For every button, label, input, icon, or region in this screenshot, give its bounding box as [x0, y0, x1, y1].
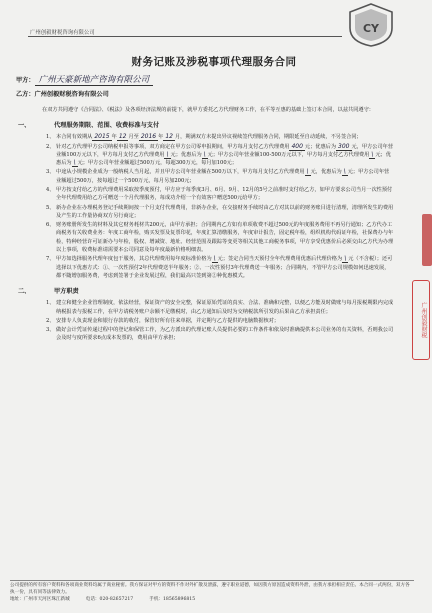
filled-blank: 12: [118, 133, 127, 141]
clause-number: 7、: [46, 256, 55, 263]
party-b: [16, 89, 414, 98]
clause-number: 4、: [46, 186, 55, 193]
clause-text: 元（不含税）；还可选择以下优惠方式：①、一次性预付2年代理费送半年服务；②、一次性预付3年代理费送一年服务；合同期内，不管甲方公司规模如何迅速发展，都不随增加服务费，考虑到签署于企业发展过程，我们最高只签到第②种优惠模式。: [56, 256, 393, 279]
footer-note: 公司提供的所有客户资料和各项商业资料均属于商业秘密。我方保证对甲方的资料不作对外扩散及泄露，遵守职业道德，如因我方原因造成资料外泄，由我方承担相应责任。本合同一式两份，双方各执一份，具有同等法律效力。: [10, 583, 410, 595]
clause-item: [46, 326, 394, 343]
section-heading-1: [18, 120, 414, 129]
filled-blank: 400: [291, 142, 303, 150]
clause-text: 年: [158, 134, 164, 141]
contract-intro: 在双方共同遵守《合同法》、《税法》及各项经济法规的前提下，就甲方委托乙方代理财务工作，在平等互惠的基础上签订本合同，以兹共同遵守：: [42, 107, 374, 113]
party-a: [16, 73, 414, 85]
clause-item: [46, 317, 394, 325]
section-heading-2: [18, 286, 414, 295]
clause-text: 财务账册所发生的材料及其它财务耗材共200元，由甲方承担；合同期内乙方如有单项收费不超过500元的年度服务费用不再另行通知；乙方代办工商税务有关收费业务：年度工商年检，购买发票及复票印花，年度汇算清缴服务，年度审计报告，固定税年检，组织机构代码证年检，社保费办与年检，特种经营许可证新办与年检，股权、增减资、地址、经营范围及跟踪等变更等相关其他工商税务事项，甲方享受优惠价后必须交由乙方代为办理以上事项，收费标准请需要本公司同意及每年度最新价格明细表。: [56, 222, 394, 254]
section-1-items: [46, 133, 394, 280]
section-title: 甲方职责: [54, 288, 79, 296]
party-b-label: 乙方：: [16, 91, 35, 98]
filled-blank: \: [371, 150, 374, 158]
filled-blank: 2015: [94, 133, 110, 141]
footer-phone: 电话：020-82657217: [85, 597, 134, 603]
logo-text: CY: [362, 22, 380, 35]
party-b-value: 广州创毅财税咨询有限公司: [34, 91, 109, 98]
clause-item: [46, 168, 394, 185]
filled-blank: 300: [338, 142, 350, 150]
clause-text: 安排专人负责现金和银行存款的收付，保管好所有往来单据，并定期与乙方提供的电脑数据核对；: [56, 317, 280, 324]
document-header: [14, 0, 414, 48]
party-a-value: 广州天豪新地产咨询有限公司: [35, 75, 154, 86]
clause-text: 针对乙方代理甲方公司纳税申报等事项，双方商定在甲方公司零申报期间，甲方每月支付乙方代理费用: [56, 143, 290, 150]
filled-blank: 2016: [140, 133, 157, 141]
clause-number: 1、: [46, 134, 55, 141]
clause-text: 元；优惠后为: [56, 151, 391, 167]
filled-blank: \: [203, 150, 206, 158]
party-a-label: 甲方：: [16, 77, 35, 84]
clause-text: 元；签定合同当天预付全年代理费用优惠后代理价格为: [217, 256, 343, 263]
clause-item: [46, 299, 394, 316]
clause-number: 2、: [46, 317, 55, 324]
clause-text: 元；优惠后为: [170, 151, 202, 158]
seal-mark-edge: [422, 214, 432, 266]
filled-blank: \: [343, 168, 346, 176]
clause-number: 6、: [46, 222, 55, 229]
section-title: 代理服务期限、范围、收费标准与支付: [54, 122, 160, 130]
clause-text: 做好会计凭证传递过程中的登记和保管工作，为乙方派出的代理记账人员提供必要的工作条件和依及时准确提供本公司业务的有关资料，否则我公司会及时与度所要求6点成本发票的，费用由甲方承担；: [56, 327, 394, 342]
clause-text: 元；优惠后为: [304, 143, 337, 150]
clause-item: [46, 255, 394, 280]
clause-number: 2、: [46, 143, 55, 150]
clause-item: [46, 186, 394, 203]
clause-number: 3、: [46, 327, 55, 334]
clause-text: 建立和健全企业管理制度，依法经营，保证资产的安全完整，保证原始凭证的真实、合法、准确和完整，以便乙方能及时做账与每月报税期限内完成纳税报表与报税工作，在甲方请税务账户余额不足缴税时，由乙方通知后及时为交纳税款所引发的后果由乙方承担责任；: [56, 300, 394, 315]
clause-text: 月，期满双方未提出异议视续签代理服务合同，期限延至自动延续，不另签合同；: [174, 134, 362, 141]
clause-text: 元；甲方公司年营业额超过500万元，每超300万元，每月加100元；: [77, 160, 238, 167]
clause-text: 年: [111, 134, 117, 141]
footer-address: 地址：广州市天河区珠江新城: [10, 597, 70, 603]
clause-text: 新办企业在办理税务登记手续期间按一个月支付代理费用，非新办企业，在交接财务手续时由乙方对其以前的财务账目进行清理，清理所发生的费用及产生的工作量协商双方另行商定；: [56, 204, 394, 219]
section-number: 一、: [18, 122, 31, 130]
filled-blank: \: [306, 168, 309, 176]
header-rule: [28, 36, 342, 37]
section-number: 二、: [18, 288, 31, 296]
document-title: 财务记账及涉税事项代理服务合同: [131, 56, 297, 68]
clause-item: [46, 204, 394, 221]
filled-blank: \: [344, 255, 347, 263]
clause-item: [46, 133, 394, 141]
clause-text: 本合同有效期从: [56, 134, 93, 141]
clause-text: 元；甲方公司年营业额超过500万，按每超过一个500万元，每月另加200元；: [56, 169, 390, 184]
filled-blank: \: [73, 159, 76, 167]
clause-text: 元；甲方公司年营业额100-500万元以下，甲方每月支付乙方代理费用: [207, 151, 370, 158]
clause-number: 3、: [46, 169, 55, 176]
filled-blank: \: [213, 255, 216, 263]
filled-blank: 12: [165, 133, 173, 141]
company-logo-icon: [346, 2, 396, 48]
clause-number: 1、: [46, 300, 55, 307]
clause-item: [46, 221, 394, 254]
clause-text: 甲方按支付给乙方的代理费用采取按季度预付，甲方应于每季度3月、6月、9月、12月的5号之前准时支付给乙方，如甲方要求公司当月一次性预付全年代理费用给乙方可赠送一个月代理服务，每成功介绍一个有效客户赠送500元给甲方；: [56, 186, 393, 202]
company-seal-stamp: 广州创毅财税: [412, 280, 430, 360]
footer-mobile: 手机：18565896815: [149, 597, 196, 603]
header-company-name: 广州创毅财税咨询有限公司: [30, 30, 95, 36]
document-footer: [10, 580, 414, 604]
clause-item: [46, 142, 394, 168]
clause-text: 元，甲方公司年营业额100万元以下，甲方每月支付乙方代理费用: [56, 143, 394, 158]
clause-text: 中途从小规模企业成为一般纳税人当月起，并且甲方公司年营业额在500万以下，甲方每月支付乙方代理费用: [56, 169, 305, 176]
clause-number: 5、: [46, 204, 55, 211]
clause-text: 元，优惠后为: [310, 169, 342, 176]
clause-text: 月至: [128, 134, 139, 141]
footer-contact: [10, 597, 414, 604]
filled-blank: \: [166, 150, 169, 158]
clause-text: 甲方如选择服务代理年度包干服务，其总代理费用每年度标准价格为: [56, 256, 212, 263]
section-2-items: [46, 299, 394, 342]
